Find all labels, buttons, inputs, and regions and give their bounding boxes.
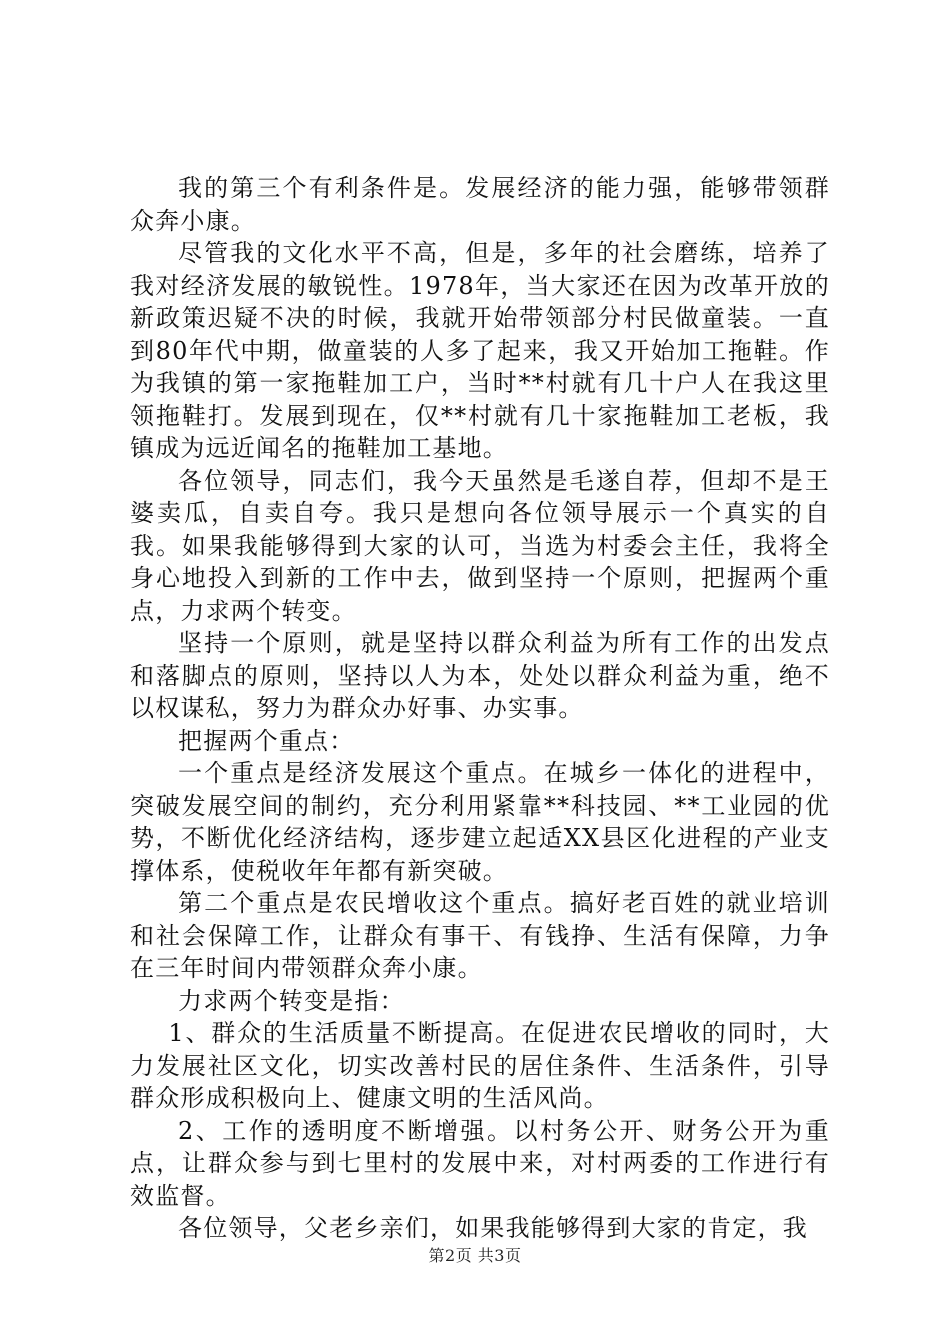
document-body (130, 172, 830, 1245)
paragraph-9: 1、群众的生活质量不断提高。在促进农民增收的同时，大力发展社区文化，切实改善村民的居住条件、生活条件，引导群众形成积极向上、健康文明的生活风尚。 (130, 1019, 830, 1112)
paragraph-1: 我的第三个有利条件是。发展经济的能力强，能够带领群众奔小康。 (130, 174, 830, 235)
paragraph-11: 各位领导，父老乡亲们，如果我能够得到大家的肯定，我 (178, 1214, 808, 1242)
paragraph-2: 尽管我的文化水平不高，但是，多年的社会磨练，培养了我对经济发展的敏锐性。1978年，当大家还在因为改革开放的新政策迟疑不决的时候，我就开始带领部分村民做童装。一直到80年代中期，做童装的人多了起来，我又开始加工拖鞋。作为我镇的第一家拖鞋加工户，当时**村就有几十户人在我这里领拖鞋打。发展到现在，仅**村就有几十家拖鞋加工老板，我镇成为远近闻名的拖鞋加工基地。 (130, 239, 830, 462)
paragraph-5: 把握两个重点： (178, 726, 355, 755)
paragraph-6: 一个重点是经济发展这个重点。在城乡一体化的进程中，突破发展空间的制约，充分利用紧靠**科技园、**工业园的优势，不断优化经济结构，逐步建立起适XX县区化进程的产业支撑体系，使税收年年都有新突破。 (130, 759, 830, 885)
paragraph-3: 各位领导，同志们，我今天虽然是毛遂自荐，但却不是王婆卖瓜，自卖自夸。我只是想向各位领导展示一个真实的自我。如果我能够得到大家的认可，当选为村委会主任，我将全身心地投入到新的工作中去，做到坚持一个原则，把握两个重点，力求两个转变。 (130, 466, 830, 625)
page-footer: 第2页 共3页 (428, 1246, 522, 1265)
paragraph-10: 2、工作的透明度不断增强。以村务公开、财务公开为重点，让群众参与到七里村的发展中来，对村两委的工作进行有效监督。 (130, 1116, 830, 1210)
paragraph-4: 坚持一个原则，就是坚持以群众利益为所有工作的出发点和落脚点的原则，坚持以人为本，处处以群众利益为重，绝不以权谋私，努力为群众办好事、办实事。 (130, 629, 830, 722)
paragraph-8: 力求两个转变是指： (178, 986, 405, 1015)
paragraph-7: 第二个重点是农民增收这个重点。搞好老百姓的就业培训和社会保障工作，让群众有事干、有钱挣、生活有保障，力争在三年时间内带领群众奔小康。 (130, 889, 830, 982)
